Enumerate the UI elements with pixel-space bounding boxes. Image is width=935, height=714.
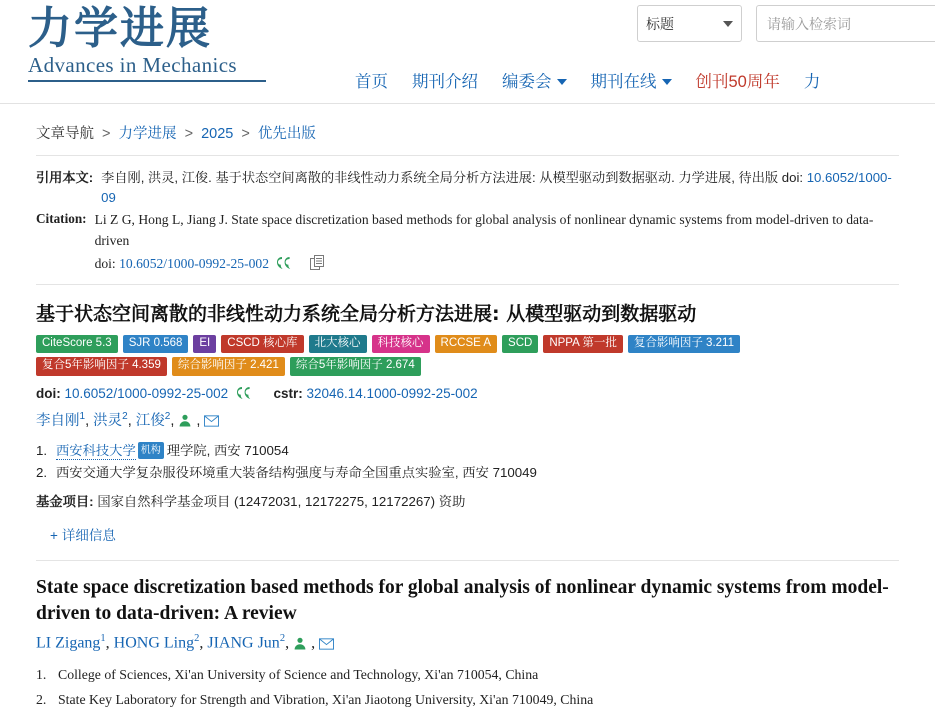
affiliation-text: State Key Laboratory for Strength and Vibration, Xi'an Jiaotong University, Xi'an 710049, China (58, 691, 594, 707)
funding-label: 基金项目: (36, 493, 94, 509)
email-icon[interactable] (319, 637, 333, 651)
author-affil-sup: 1 (79, 410, 86, 422)
funding-text: 国家自然科学基金项目 (12472031, 12172275, 12172267) 资助 (97, 493, 466, 509)
citation-text-en (95, 209, 899, 274)
breadcrumb (36, 104, 899, 156)
nav-item-journal-online[interactable] (591, 68, 672, 92)
citation-doi-cn[interactable]: 10.6052/1000-09 (101, 170, 892, 206)
nav-label: 首页 (355, 73, 388, 91)
nav-label: 期刊在线 (590, 73, 657, 91)
author-separator: , (199, 634, 204, 652)
detail-info-toggle[interactable] (50, 524, 899, 544)
search-scope-value: 标题 (646, 15, 674, 32)
chevron-down-icon (723, 21, 733, 27)
site-logo[interactable] (28, 4, 268, 82)
search-scope-select[interactable] (637, 5, 742, 42)
author-affil-sup: 2 (164, 410, 171, 422)
citation-block (36, 156, 899, 285)
breadcrumb-label: 文章导航 (36, 126, 94, 142)
authors-cn: 李自刚$^1$, 洪灵$^2$, 江俊$^2$, , (36, 409, 899, 430)
metric-badges (36, 335, 826, 376)
author-en-link-2[interactable]: HONG Ling (113, 634, 195, 652)
affiliation-rest: 理学院, 西安 710054 (166, 442, 289, 458)
author-en-link-1[interactable]: LI Zigang (36, 634, 101, 652)
breadcrumb-separator: > (241, 126, 250, 142)
section-divider (36, 560, 899, 561)
author-affil-sup: 1 (100, 633, 106, 645)
affiliation-item (36, 688, 899, 713)
logo-rule (28, 80, 266, 82)
badge-composite-if: 复合影响因子 3.211 (628, 335, 740, 354)
citation-doi-en[interactable]: 10.6052/1000-0992-25-002 (119, 256, 270, 272)
citation-label-en: Citation: (36, 210, 87, 226)
citation-label-cn: 引用本文: (36, 170, 94, 185)
affiliation-item (36, 462, 899, 485)
affiliation-university[interactable]: 西安科技大学 (56, 442, 136, 458)
badge-comprehensive-if: 综合影响因子 2.421 (172, 357, 285, 376)
breadcrumb-item-year[interactable]: 2025 (201, 126, 234, 142)
citation-body-cn: 李自刚, 洪灵, 江俊. 基于状态空间离散的非线性动力系统全局分析方法进展: 从模型驱动到数据驱动. 力学进展, 待出版 doi: (101, 170, 807, 185)
funding-line (36, 491, 899, 510)
author-affil-sup: 2 (194, 633, 200, 645)
affiliation-number: 2. (36, 691, 47, 707)
affiliation-number: 2. (36, 465, 48, 481)
affiliation-text: College of Sciences, Xi'an University of Science and Technology, Xi'an 710054, China (58, 666, 539, 682)
affiliation-number: 1. (36, 442, 48, 458)
author-separator: , (170, 412, 175, 429)
doi-label: doi: (36, 385, 61, 401)
citation-row-en (36, 209, 899, 274)
badge-nppa: NPPA 第一批 (543, 335, 623, 354)
chevron-down-icon (557, 79, 567, 85)
badge-sci-tech-core: 科技核心 (372, 335, 430, 354)
breadcrumb-item-journal[interactable]: 力学进展 (118, 126, 177, 142)
copy-icon[interactable] (310, 255, 325, 271)
badge-cscd: CSCD 核心库 (221, 335, 303, 354)
affiliations-en (36, 663, 899, 713)
nav-label: 力 (803, 73, 821, 91)
badge-pku-core: 北大核心 (309, 335, 367, 354)
detail-info-label: 详细信息 (61, 527, 116, 543)
chevron-down-icon (662, 79, 672, 85)
badge-comprehensive-5y-if: 综合5年影响因子 2.674 (290, 357, 421, 376)
nav-item-editorial-board[interactable] (502, 68, 567, 92)
organization-tag: 机构 (138, 442, 164, 459)
article-title-cn: 基于状态空间离散的非线性动力系统全局分析方法进展: 从模型驱动到数据驱动 (36, 303, 697, 326)
badge-scd: SCD (502, 335, 538, 354)
search-bar (637, 5, 935, 42)
citation-doi-label: doi: (94, 256, 120, 272)
author-affil-sup: 2 (122, 410, 128, 422)
author-separator: , (85, 412, 90, 429)
affiliation-rest: 西安交通大学复杂服役环境重大装备结构强度与寿命全国重点实验室, 西安 710049 (56, 465, 537, 481)
author-en-link-3[interactable]: JIANG Jun (207, 634, 280, 652)
article-title-en: State space discretization based methods for global analysis of nonlinear dynamic systems from model-driven to data-driven: A review (36, 576, 889, 625)
plus-icon: + (50, 527, 58, 543)
authors-en: LI Zigang$^1$, HONG Ling$^2$, JIANG Jun$^2$, , (36, 633, 899, 652)
affiliation-number: 1. (36, 666, 47, 682)
cstr-value[interactable]: 32046.14.1000-0992-25-002 (306, 385, 478, 401)
quote-icon[interactable] (236, 386, 252, 400)
badge-rccse: RCCSE A (435, 335, 498, 354)
search-input[interactable] (756, 5, 935, 42)
nav-item-50th-anniversary[interactable] (696, 68, 780, 92)
citation-text-cn (101, 168, 899, 209)
badge-ei: EI (193, 335, 216, 354)
cstr-label: cstr: (273, 385, 303, 401)
author-link-1[interactable]: 李自刚 (36, 412, 80, 429)
nav-item-journal-intro[interactable] (412, 68, 478, 92)
nav-label: 期刊介绍 (412, 73, 478, 91)
identifier-line (36, 386, 899, 401)
author-link-2[interactable]: 洪灵 (93, 412, 123, 429)
affiliations-cn (36, 440, 899, 485)
nav-item-home[interactable] (355, 68, 388, 92)
logo-title-en: Advances in Mechanics (28, 52, 237, 77)
corresponding-author-icon[interactable] (293, 636, 307, 650)
badge-citescore: CiteScore 5.3 (36, 335, 118, 354)
page-content (0, 104, 935, 712)
citation-doi-line (95, 253, 899, 274)
site-header (0, 0, 935, 104)
badge-composite-5y-if: 复合5年影响因子 4.359 (36, 357, 167, 376)
citation-row-cn (36, 168, 899, 209)
author-affil-sup: 2 (279, 633, 286, 645)
author-separator: , (105, 634, 110, 652)
breadcrumb-item-online-first[interactable]: 优先出版 (257, 126, 316, 142)
badge-sjr: SJR 0.568 (123, 335, 189, 354)
main-nav (355, 68, 820, 92)
quote-icon[interactable] (276, 255, 292, 269)
corresponding-author-icon[interactable] (178, 413, 192, 427)
logo-title-cn: 力学进展 (28, 3, 212, 54)
affiliation-item (36, 663, 899, 688)
email-icon[interactable] (204, 415, 218, 429)
affiliation-item (36, 440, 899, 463)
nav-label: 创刊50周年 (695, 73, 780, 91)
nav-label: 编委会 (502, 73, 552, 91)
breadcrumb-separator: > (102, 126, 111, 142)
author-separator: , (285, 634, 290, 652)
nav-item-more[interactable] (804, 68, 821, 92)
breadcrumb-separator: > (184, 126, 194, 142)
author-separator: , (127, 412, 132, 429)
doi-value[interactable]: 10.6052/1000-0992-25-002 (64, 385, 229, 401)
citation-body-en: Li Z G, Hong L, Jiang J. State space discretization based methods for global analysis of nonlinear dynamic systems from model-driven to data-driven (94, 211, 874, 248)
author-link-3[interactable]: 江俊 (135, 412, 165, 429)
